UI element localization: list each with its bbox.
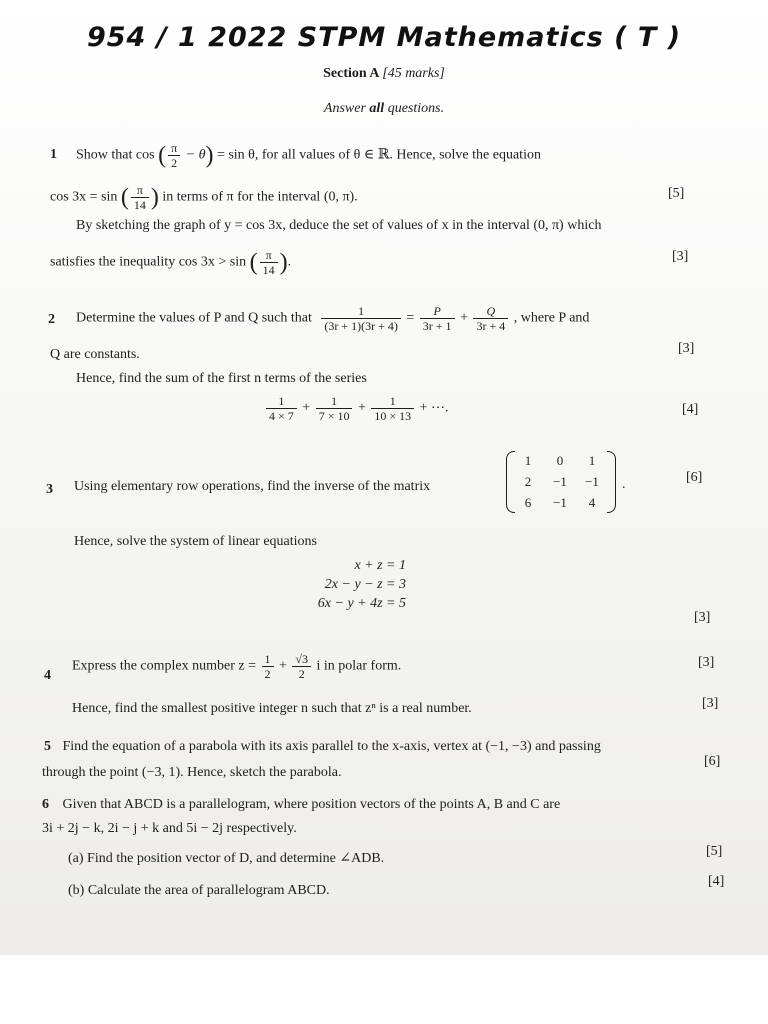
denominator: 7 × 10 [318,409,350,423]
question-6-mark-b: [4] [708,874,725,889]
denominator: 2 [171,156,178,170]
equation-3: 6x − y + 4z = 5 [317,596,406,611]
fraction-main [321,304,401,333]
denominator: 2 [298,667,305,681]
fraction-one-half [262,652,274,681]
series-term-3 [371,394,414,423]
q1-text: − θ [182,147,206,163]
numerator: 1 [266,394,297,409]
paren-close: ) [150,184,159,211]
denominator: 14 [262,263,275,277]
q2-text: , where P and [513,310,590,326]
question-1-line-3: By sketching the graph of y = cos 3x, deduce the set of values of x in the interval (0, π) which [76,218,602,233]
question-6-part-a: (a) Find the position vector of D, and determine ∠ADB. [68,851,385,866]
numerator: 1 [371,394,414,409]
matrix-cell: −1 [553,474,567,489]
numerator: π [168,141,180,156]
denominator: 4 × 7 [269,409,294,423]
q6-text: Given that ABCD is a parallelogram, where position vectors of the points A, B and C are [62,797,561,812]
question-6-mark-a: [5] [706,844,723,859]
q1-text: . [287,254,292,270]
q1-text: in terms of π for the interval (0, π). [162,189,358,205]
fraction-pi-over-14 [260,248,278,277]
matrix [506,451,616,513]
question-5-line-2: through the point (−3, 1). Hence, sketch the parabola. [42,765,342,780]
plus-sign: + [302,400,311,416]
matrix-cell: −1 [553,495,567,510]
fraction-q [473,304,508,333]
question-4-number: 4 [44,668,51,683]
numerator: 1 [321,304,401,319]
question-4-line-1 [72,652,401,681]
question-1-line-4 [50,248,291,277]
question-6-line-1 [42,796,560,814]
question-1-number: 1 [50,147,57,162]
q1-text: Show that cos [76,147,155,163]
question-2-line-3: Hence, find the sum of the first n terms of the series [76,371,367,386]
numerator: P [420,304,455,319]
matrix-cell: 4 [588,495,596,510]
numerator: π [131,183,149,198]
q1-text: cos 3x = sin [50,189,118,205]
question-2-mark-1: [3] [678,341,695,356]
equation-2: 2x − y − z = 3 [324,577,406,592]
q1-text: satisfies the inequality cos 3x > sin [50,254,247,270]
series-tail: + ⋯. [419,400,449,416]
question-6-number: 6 [42,797,49,812]
series-term-2 [316,394,353,423]
series [264,394,449,423]
page-bottom-margin [0,955,768,1024]
question-4-line-2: Hence, find the smallest positive integer n such that zⁿ is a real number. [72,701,472,716]
matrix-bracket-left [506,451,515,513]
fraction-p [420,304,455,333]
question-2-mark-2: [4] [682,402,699,417]
question-4-mark-2: [3] [702,696,719,711]
matrix-cell: 2 [524,474,532,489]
denominator: 3r + 4 [476,319,506,333]
section-name: Section A [323,66,379,81]
question-4-mark-1: [3] [698,655,715,670]
question-3-mark-2: [3] [694,610,711,625]
numerator: 1 [262,652,274,667]
denominator: 2 [264,667,271,681]
numerator: π [260,248,278,263]
matrix-cell: 6 [524,495,532,510]
numerator: √3 [292,652,311,667]
numerator: 1 [316,394,353,409]
matrix-cell: 1 [588,453,596,468]
matrix-cell: 0 [556,453,564,468]
matrix-cell: −1 [585,474,599,489]
paren-open: ( [120,184,129,211]
question-2-line-2: Q are constants. [50,347,140,362]
equation-1: x + z = 1 [354,558,406,573]
denominator: 10 × 13 [374,409,412,423]
instruction-text-c: questions. [387,101,445,116]
question-3-number: 3 [46,482,53,497]
question-1-line-2 [50,183,358,212]
instruction-text-b: all [369,101,385,116]
question-5-number: 5 [44,739,51,754]
question-6-line-2: 3i + 2j − k, 2i − j + k and 5i − 2j respectively. [42,821,297,836]
plus-sign: + [460,310,468,326]
question-5-mark: [6] [704,754,721,769]
question-2-number: 2 [48,312,55,327]
page-title: 954 / 1 2022 STPM Mathematics ( T ) [86,22,682,53]
series-term-1 [266,394,297,423]
question-1-line-1 [76,141,541,170]
denominator: 14 [133,198,146,212]
q4-text: i in polar form. [316,658,402,674]
matrix-bracket-right [607,451,616,513]
question-1-mark-2: [3] [672,249,689,264]
plus-sign: + [279,658,287,674]
plus-sign: + [357,400,366,416]
question-1-mark-1: [5] [668,186,685,201]
question-3-line-1: Using elementary row operations, find the inverse of the matrix [74,479,431,494]
section-marks: [45 marks] [382,66,445,81]
fraction-pi-over-14 [131,183,149,212]
denominator: 3r + 1 [422,319,452,333]
paren-open: ( [158,142,167,169]
question-3-mark-1: [6] [686,470,703,485]
fraction-pi-over-2 [168,141,180,170]
paren-open: ( [249,249,258,276]
instruction [0,101,768,117]
q1-text: = sin θ, for all values of θ ∈ ℝ. Hence, solve the equation [216,147,541,163]
denominator: (3r + 1)(3r + 4) [324,319,398,333]
instruction-text-a: Answer [323,101,366,116]
section-heading [0,66,768,82]
numerator: Q [473,304,508,319]
question-2-line-1 [76,304,589,333]
matrix-end-dot: . [622,477,626,492]
matrix-cell: 1 [524,453,532,468]
q4-text: Express the complex number z = [72,658,257,674]
equals-sign: = [406,310,415,326]
fraction-root3-half [292,652,311,681]
question-5-line-1 [44,738,601,756]
paren-close: ) [279,249,288,276]
question-6-part-b: (b) Calculate the area of parallelogram ABCD. [68,883,330,898]
question-3-line-2: Hence, solve the system of linear equations [74,534,317,549]
paren-close: ) [205,142,214,169]
q5-text: Find the equation of a parabola with its axis parallel to the x-axis, vertex at (−1, −3) and passing [62,739,601,754]
q2-text: Determine the values of P and Q such that [76,310,312,326]
